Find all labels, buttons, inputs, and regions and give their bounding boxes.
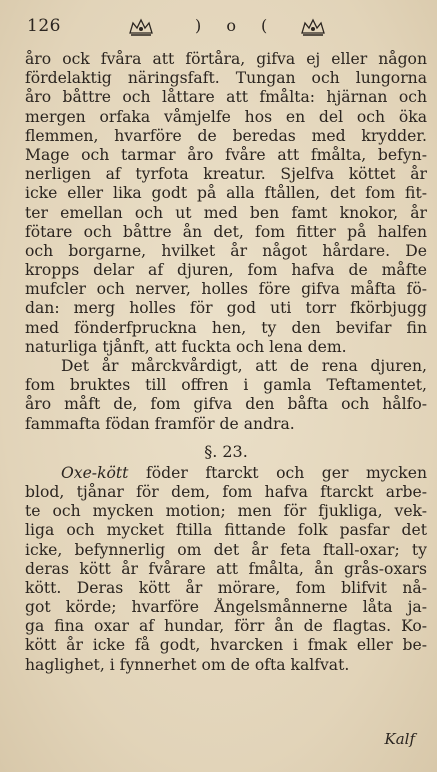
text-line: åro båttre och låttare att fmålta: hjärnan och (25, 88, 427, 107)
text-line: åro ock fvåra att förtåra, gifva ej eller någon (25, 50, 427, 68)
text-line: icke eller lika godt på alla ftållen, det fom fit- (25, 184, 427, 203)
text-line: fom bruktes till offren i gamla Teftamentet, (25, 376, 427, 395)
text-line: fammafta födan framför de andra. (25, 414, 295, 433)
text-line: mergen orfaka våmjelfe hos en del och öka (25, 107, 427, 126)
text-line: fötare och båttre ån det, fom fitter på halfen (25, 222, 427, 241)
text-line: med fönderfpruckna hen, ty den bevifar fin (25, 318, 427, 337)
text-line: dan: merg holles för god uti torr fkörbjugg (25, 299, 427, 318)
text-line: got körde; hvarföre Ångelsmånnerne låta ja- (25, 598, 427, 617)
catchword: Kalf (384, 730, 415, 748)
text-line: kropps delar af djuren, fom hafva de måfte (25, 261, 427, 280)
text-line: åro måft de, fom gifva den båfta och hålfo- (25, 395, 427, 414)
text-line: te och mycken motion; men för fjukliga, vek- (25, 502, 427, 521)
crown-ornament-icon (300, 17, 326, 41)
text-line: Mage och tarmar åro fvåre att fmålta, befyn- (25, 145, 427, 164)
text-line: och borgarne, hvilket år något hårdare. De (25, 241, 427, 260)
text-line: haglighet, i fynnerhet om de ofta kalfvat. (25, 655, 350, 674)
text-line (25, 464, 427, 483)
text-line: blod, tjånar för dem, fom hafva ftarckt arbe- (25, 482, 427, 501)
text-line: icke, befynnerlig om det år feta ftall-oxar; ty (25, 540, 427, 559)
text-line: flemmen, hvarföre de beredas med krydder. (25, 126, 427, 145)
text-line: nerligen af tyrfota kreatur. Sjelfva köttet år (25, 165, 427, 184)
text-line: kött. Deras kött år mörare, fom blifvit nå- (25, 578, 427, 597)
body-text (25, 50, 427, 675)
text-line: deras kött år fvårare att fmålta, ån grås-oxars (25, 559, 427, 578)
text-line: kött år icke få godt, hvarcken i fmak eller be- (25, 636, 427, 655)
text-line: mufcler och nerver, holles före gifva måfta fö- (25, 280, 427, 299)
text-span: föder ftarckt och ger mycken (128, 463, 427, 482)
italic-term: Oxe-kött (61, 463, 129, 482)
text-line: Det år mårckvårdigt, att de rena djuren, (61, 357, 427, 375)
crown-ornament-icon (128, 17, 154, 41)
header-mark: ) o ( (195, 16, 278, 35)
paragraph-3 (25, 464, 427, 675)
paragraph-1 (25, 50, 427, 357)
text-line: naturliga tjånft, att fuckta och lena dem. (25, 337, 347, 356)
page-number: 126 (27, 16, 61, 36)
running-header (0, 14, 437, 44)
text-line: fördelaktig näringsfaft. Tungan och lungorna (25, 69, 427, 88)
text-line: liga och mycket ftilla fittande folk pasfar det (25, 521, 427, 540)
paragraph-2 (25, 357, 427, 434)
text-line: ga fina oxar af hundar, förr ån de flagtas. Ko- (25, 617, 427, 636)
section-heading: §. 23. (204, 441, 248, 461)
text-line: ter emellan och ut med ben famt knokor, år (25, 203, 427, 222)
